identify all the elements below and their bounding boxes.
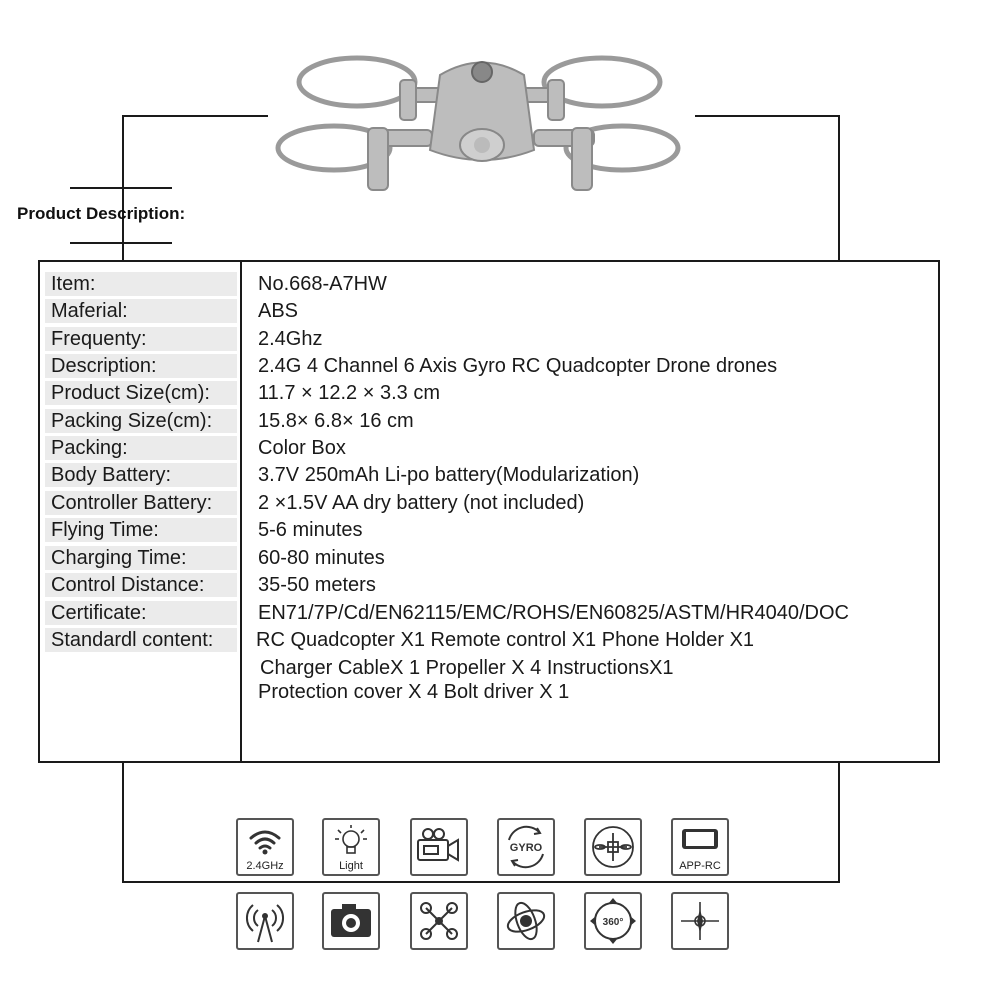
compass-icon bbox=[673, 894, 727, 948]
spec-label-body-battery: Body Battery: bbox=[45, 463, 237, 487]
feature-light bbox=[322, 818, 380, 876]
spec-value-control-distance: 35-50 meters bbox=[258, 574, 376, 596]
spec-value-product-size: 11.7 × 12.2 × 3.3 cm bbox=[258, 382, 440, 404]
spec-value-flying-time: 5-6 minutes bbox=[258, 519, 363, 541]
spec-label-product-size: Product Size(cm): bbox=[45, 381, 237, 405]
spec-table-divider bbox=[240, 260, 242, 763]
spec-value-body-battery: 3.7V 250mAh Li-po battery(Modularization) bbox=[258, 464, 640, 486]
heading-rule-top bbox=[70, 187, 172, 189]
spec-value-charging-time: 60-80 minutes bbox=[258, 547, 385, 569]
spec-label-certificate: Certificate: bbox=[45, 601, 237, 625]
antenna-icon bbox=[238, 894, 292, 948]
feature-drone-mode bbox=[584, 818, 642, 876]
feature-quadcopter bbox=[410, 892, 468, 950]
feature-orbit bbox=[497, 892, 555, 950]
spec-value-content-line-3: Protection cover X 4 Bolt driver X 1 bbox=[258, 681, 570, 703]
spec-value-material: ABS bbox=[258, 300, 299, 322]
quadcopter-icon bbox=[412, 894, 466, 948]
feature-app-rc bbox=[671, 818, 729, 876]
frame-right-lower bbox=[838, 763, 840, 883]
feature-photo bbox=[322, 892, 380, 950]
spec-label-flying-time: Flying Time: bbox=[45, 518, 237, 542]
feature-gyro bbox=[497, 818, 555, 876]
icon-label: 2.4GHz bbox=[246, 860, 284, 872]
feature-2-4ghz bbox=[236, 818, 294, 876]
frame-right-top bbox=[695, 115, 840, 117]
camera-icon bbox=[412, 820, 466, 874]
drone-illustration bbox=[272, 40, 692, 210]
orbit-icon bbox=[499, 894, 553, 948]
spec-label-frequency: Frequenty: bbox=[45, 327, 237, 351]
gyro-text: GYRO bbox=[509, 842, 543, 854]
flip-360-icon bbox=[586, 894, 640, 948]
spec-label-control-distance: Control Distance: bbox=[45, 573, 237, 597]
feature-camera bbox=[410, 818, 468, 876]
icon-label: Light bbox=[339, 860, 363, 872]
spec-value-certificate: EN71/7P/Cd/EN62115/EMC/ROHS/EN60825/ASTM/HR4040/DOC bbox=[258, 602, 849, 624]
spec-label-charging-time: Charging Time: bbox=[45, 546, 237, 570]
spec-value-content-line-2: Charger CableX 1 Propeller X 4 InstructionsX1 bbox=[260, 657, 674, 679]
spec-value-description: 2.4G 4 Channel 6 Axis Gyro RC Quadcopter Drone drones bbox=[258, 355, 778, 377]
spec-value-packing-size: 15.8× 6.8× 16 cm bbox=[258, 410, 414, 432]
spec-value-controller-battery: 2 ×1.5V AA dry battery (not included) bbox=[258, 492, 585, 514]
spec-value-packing: Color Box bbox=[258, 437, 346, 459]
spec-label-controller-battery: Controller Battery: bbox=[45, 491, 237, 515]
drone-top-icon bbox=[586, 820, 640, 874]
frame-right-vertical bbox=[838, 115, 840, 260]
frame-left-top bbox=[122, 115, 268, 117]
spec-label-material: Maferial: bbox=[45, 299, 237, 323]
frame-bottom bbox=[122, 881, 840, 883]
section-heading: Product Description: bbox=[17, 204, 186, 223]
gyro-icon bbox=[499, 820, 553, 874]
spec-label-description: Description: bbox=[45, 354, 237, 378]
icon-label: APP-RC bbox=[679, 860, 721, 872]
spec-value-frequency: 2.4Ghz bbox=[258, 328, 323, 350]
feature-headless bbox=[671, 892, 729, 950]
flip-360-text: 360° bbox=[602, 917, 624, 928]
spec-label-packing: Packing: bbox=[45, 436, 237, 460]
photo-camera-icon bbox=[324, 894, 378, 948]
spec-value-item: No.668-A7HW bbox=[258, 273, 387, 295]
spec-label-standard-content: Standardl content: bbox=[45, 628, 237, 652]
spec-label-packing-size: Packing Size(cm): bbox=[45, 409, 237, 433]
frame-left-lower bbox=[122, 763, 124, 883]
feature-signal bbox=[236, 892, 294, 950]
heading-rule-bottom bbox=[70, 242, 172, 244]
spec-value-standard-content: RC Quadcopter X1 Remote control X1 Phone Holder X1 bbox=[256, 629, 755, 651]
spec-label-item: Item: bbox=[45, 272, 237, 296]
feature-flip-360 bbox=[584, 892, 642, 950]
